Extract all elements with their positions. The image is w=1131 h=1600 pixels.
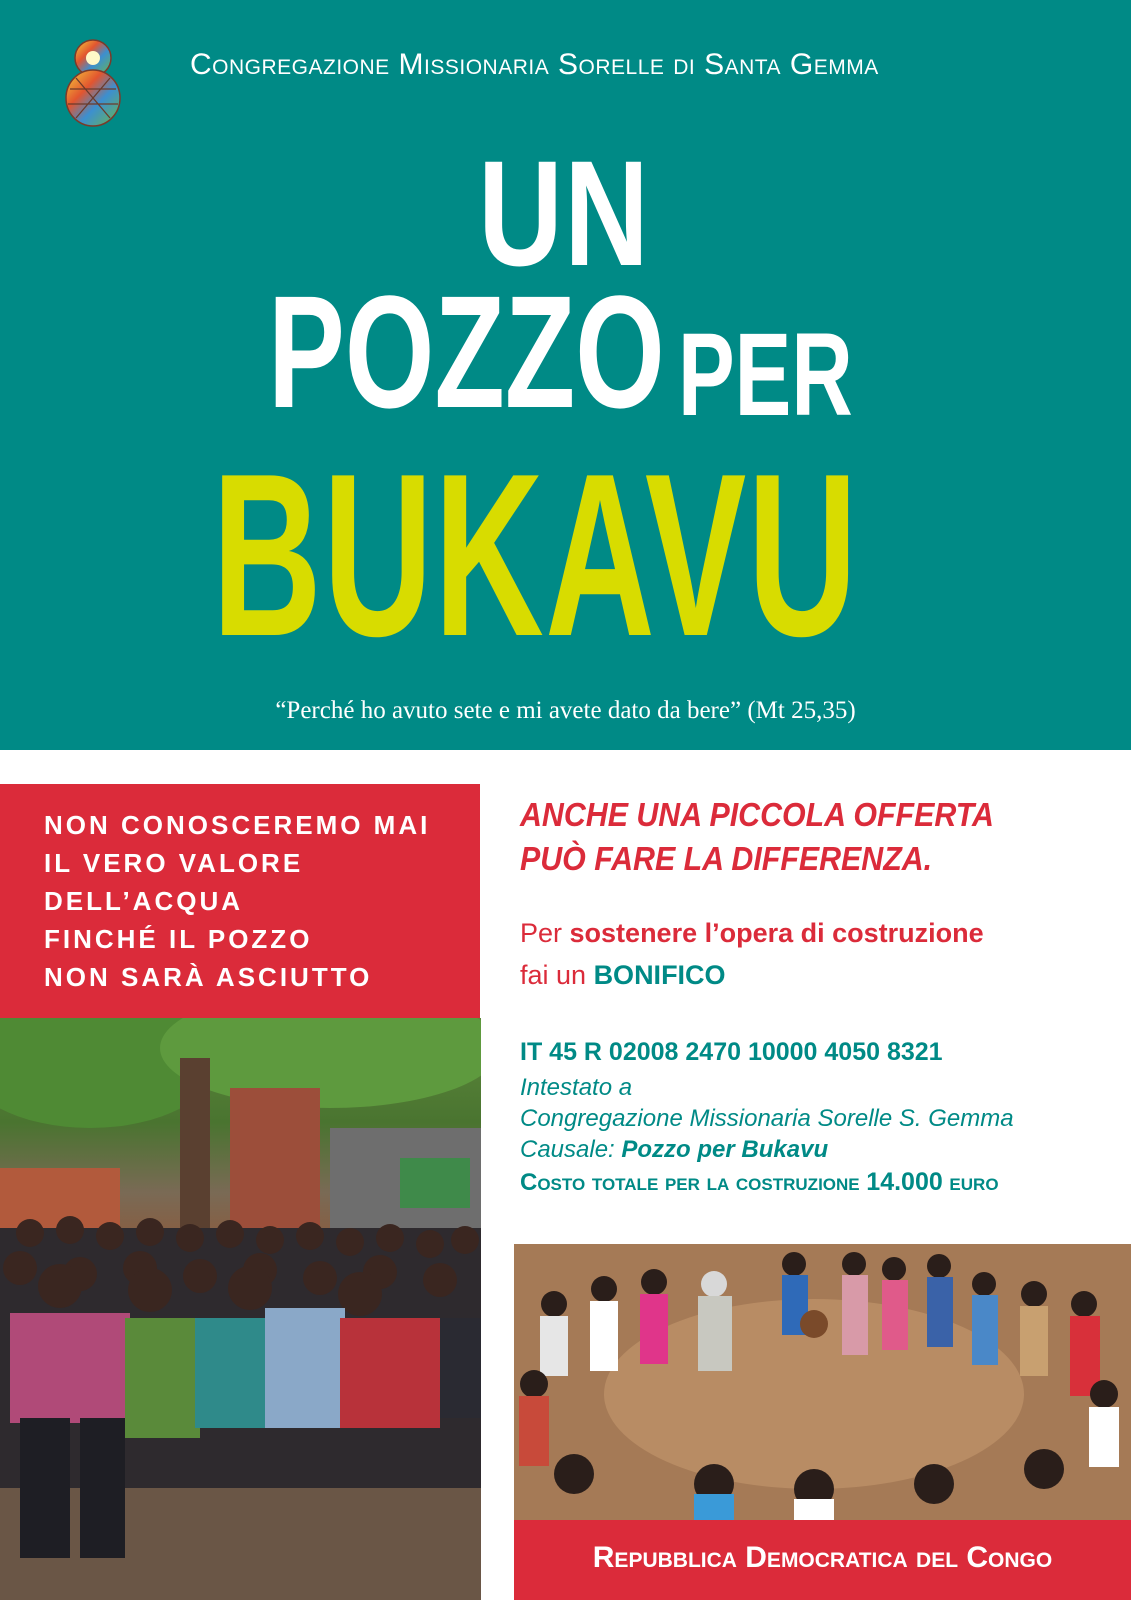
iban-code: IT 45 R 02008 2470 10000 4050 8321 (520, 1038, 943, 1066)
beneficiary-name: Congregazione Missionaria Sorelle S. Gemma (520, 1105, 1014, 1132)
intestato-label: Intestato a (520, 1074, 633, 1101)
cost-unit: euro (942, 1169, 999, 1196)
bible-quote: “Perché ho avuto sete e mi avete dato da bere” (Mt 25,35) (275, 697, 856, 724)
title-line-per: PER (678, 309, 853, 441)
water-value-box (0, 784, 480, 1018)
water-value-line-2: IL VERO VALORE (44, 848, 304, 878)
cost-line (520, 1168, 999, 1197)
title-line-bukavu: BUKAVU (212, 426, 859, 685)
causale-value: Pozzo per Bukavu (621, 1136, 829, 1163)
crowd-photo (0, 1018, 481, 1600)
support-line-1 (520, 918, 984, 949)
water-value-line-4: FINCHÉ IL POZZO (44, 924, 313, 954)
offer-headline-1: ANCHE UNA PICCOLA OFFERTA (520, 796, 994, 833)
country-name: Repubblica Democratica del Congo (592, 1541, 1053, 1574)
header-banner (0, 0, 1131, 750)
cost-label: Costo totale per la costruzione (520, 1169, 867, 1196)
congregation-logo-icon (62, 34, 124, 128)
support-line2-prefix: fai un (520, 960, 594, 990)
circle-dance-illustration (514, 1244, 1131, 1520)
causale-line (520, 1136, 828, 1164)
cost-value: 14.000 (866, 1168, 943, 1196)
organization-name: Congregazione Missionaria Sorelle di Santa Gemma (190, 48, 879, 81)
support-bold: sostenere l’opera di costruzione (569, 918, 984, 948)
country-footer (514, 1520, 1131, 1600)
circle-dance-photo (514, 1244, 1131, 1520)
bonifico-label: BONIFICO (593, 960, 726, 990)
offer-headline-2: PUÒ FARE LA DIFFERENZA. (520, 840, 933, 877)
title-line-pozzo: POZZO (268, 262, 665, 441)
crowd-photo-illustration (0, 1018, 481, 1600)
support-line-2 (520, 960, 726, 991)
support-prefix: Per (520, 918, 570, 948)
water-value-line-3: DELL’ACQUA (44, 886, 243, 916)
water-value-line-1: NON CONOSCEREMO MAI (44, 810, 431, 840)
causale-label: Causale: (520, 1136, 622, 1163)
title-line-un: UN (478, 129, 651, 297)
water-value-line-5: NON SARÀ ASCIUTTO (44, 962, 373, 992)
